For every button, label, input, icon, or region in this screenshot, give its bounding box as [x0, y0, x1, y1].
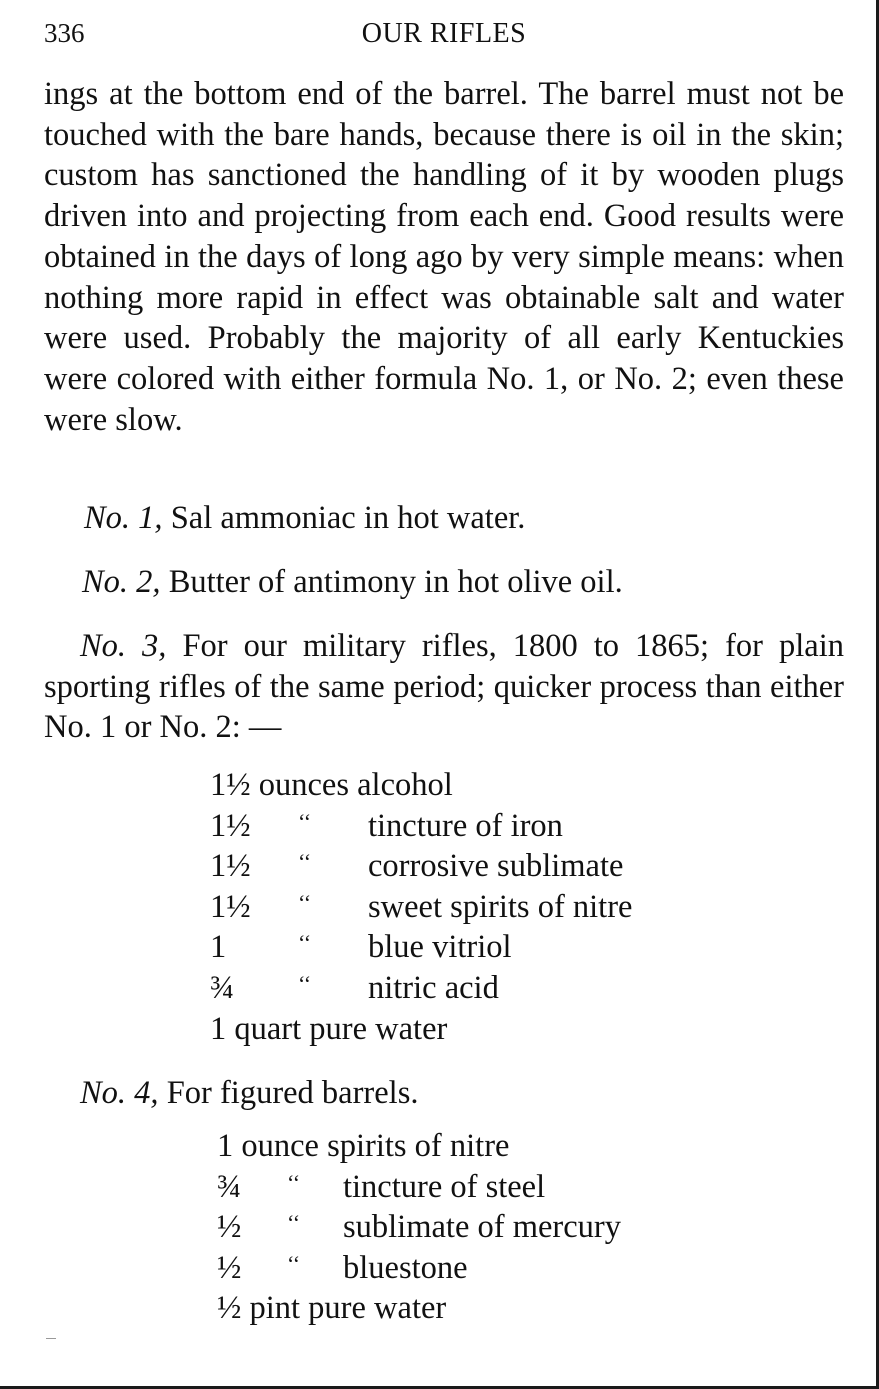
page-header: [44, 14, 844, 54]
formula-4: [80, 1073, 840, 1113]
ingredient-name: nitric acid: [368, 969, 499, 1006]
ingredient-row: [210, 968, 770, 1009]
ingredient-name: bluestone: [343, 1249, 468, 1286]
formula-number: No. 4,: [80, 1075, 159, 1111]
ingredient-row: [217, 1248, 777, 1289]
ingredient-qty: 1½: [210, 888, 251, 925]
ingredient-row: [210, 806, 770, 847]
formula-4-ingredients: [217, 1126, 777, 1329]
ingredient-qty: 1: [210, 929, 227, 966]
formula-number: No. 3,: [80, 628, 167, 664]
ditto-mark: ‘‘: [298, 849, 312, 875]
ingredient-name: corrosive sublimate: [368, 848, 624, 885]
formula-2: [82, 562, 842, 602]
ditto-mark: ‘‘: [287, 1210, 301, 1236]
formula-text: Butter of antimony in hot olive oil.: [160, 564, 623, 600]
running-title: OUR RIFLES: [361, 18, 527, 49]
ingredient-row: [217, 1288, 777, 1329]
ingredient-row: [210, 1009, 770, 1050]
ingredient-name: tincture of steel: [343, 1168, 546, 1205]
formula-3-ingredients: [210, 765, 770, 1049]
intro-paragraph: ings at the bottom end of the barrel. The barrel must not be touched with the bare hands, because there is oil in the skin; custom has sanctioned the handling of it by wooden plugs driven into and projecting from each end. Good results were obtained in the days of long ago by very simple means: when nothing more rapid in effect was obtainable salt and water were used. Probably the majority of all early Kentuckies were colored with either formula No. 1, or No. 2; even these were slow.: [44, 76, 844, 438]
ingredient-row: [210, 765, 770, 806]
ditto-mark: ‘‘: [298, 808, 312, 834]
ditto-mark: ‘‘: [298, 970, 312, 996]
formula-number: No. 2,: [82, 564, 161, 600]
ingredient-qty: ¾: [217, 1168, 242, 1205]
ditto-mark: ‘‘: [287, 1250, 301, 1276]
ingredient-name: sweet spirits of nitre: [368, 888, 633, 925]
page-number: 336: [44, 18, 85, 48]
ingredient-row: [210, 887, 770, 928]
ingredient-qty: ½: [217, 1209, 242, 1246]
ingredient-line: 1 quart pure water: [210, 1010, 448, 1047]
ingredient-row: [210, 846, 770, 887]
scan-speck: [46, 1338, 56, 1339]
formula-text: For our military rifles, 1800 to 1865; for plain sporting rifles of the same period; quicker process than either No. 1 or No. 2: —: [44, 628, 844, 746]
ingredient-row: [217, 1207, 777, 1248]
ditto-mark: ‘‘: [298, 930, 312, 956]
formula-text: Sal ammoniac in hot water.: [162, 500, 526, 536]
ditto-mark: ‘‘: [298, 889, 312, 915]
ingredient-qty: ½: [217, 1249, 242, 1286]
ingredient-name: blue vitriol: [368, 929, 512, 966]
ingredient-qty: 1½: [210, 807, 251, 844]
formula-number: No. 1,: [84, 500, 163, 536]
ditto-mark: ‘‘: [287, 1169, 301, 1195]
ingredient-line: ½ pint pure water: [217, 1290, 447, 1327]
formula-text: For figured barrels.: [158, 1075, 419, 1111]
ingredient-row: [217, 1167, 777, 1208]
formula-3: [44, 626, 844, 748]
ingredient-name: tincture of iron: [368, 807, 563, 844]
formula-1: [84, 498, 844, 538]
ingredient-line: 1½ ounces alcohol: [210, 767, 453, 803]
ingredient-qty: ¾: [210, 969, 235, 1006]
ingredient-name: sublimate of mercury: [343, 1209, 621, 1246]
ingredient-qty: 1½: [210, 848, 251, 885]
ingredient-line: 1 ounce spirits of nitre: [217, 1128, 510, 1164]
ingredient-row: [210, 927, 770, 968]
ingredient-row: [217, 1126, 777, 1167]
